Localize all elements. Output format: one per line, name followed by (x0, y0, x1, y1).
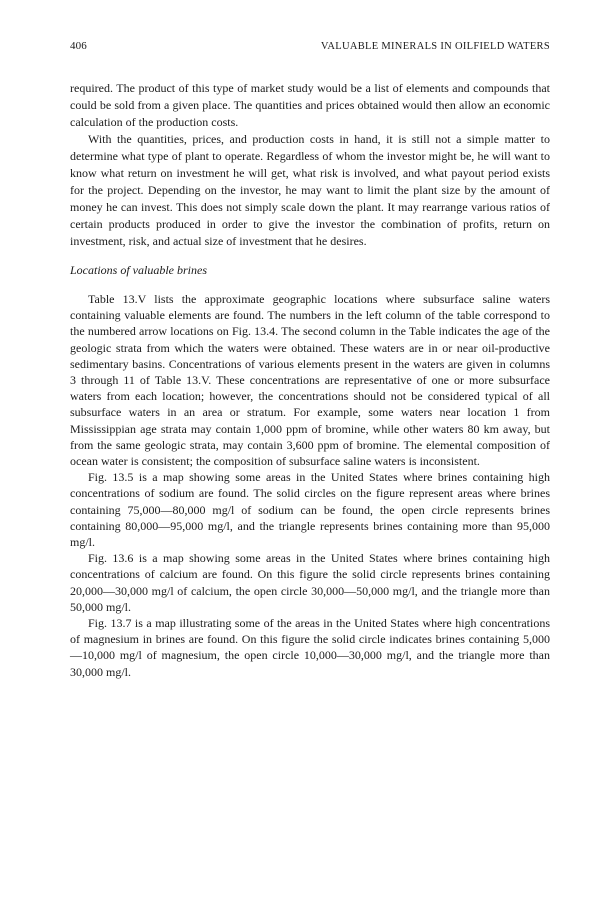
paragraph: Fig. 13.6 is a map showing some areas in the United States where brines containing high concentrations of calcium are found. On this figure the solid circle represents brines containing 20,000—30,000 mg/l of calcium, the open circle 30,000—50,000 mg/l, and the triangle more than 50,000 mg/l. (70, 551, 550, 614)
paragraph: Fig. 13.5 is a map showing some areas in the United States where brines containing high concentrations of sodium are found. The solid circles on the figure represent areas where brines containing 75,000—80,000 mg/l of sodium can be found, the open circle represents brines containing 80,000—95,000 mg/l, and the triangle represents brines containing more than 95,000 mg/l. (70, 470, 550, 550)
body-text-bottom (70, 291, 550, 680)
section-heading: Locations of valuable brines (70, 263, 207, 277)
paragraph: Table 13.V lists the approximate geographic locations where subsurface saline waters containing valuable elements are found. The numbers in the left column of the table correspond to the numbered arrow locations on Fig. 13.4. The second column in the Table indicates the age of the geologic strata from which the waters were obtained. These waters are in or near oil-productive sedimentary basins. Concentrations of various elements present in the waters are given in columns 3 through 11 of Table 13.V. These concentrations are representative of one or more subsurface waters from each location; however, the concentrations should not be considered typical of all subsurface waters in an area or stratum. For example, some waters near location 1 from Mississippian age strata may contain 1,000 ppm of bromine, while other waters 80 km away, but from the same geologic strata, may contain 3,600 ppm of bromine. The elemental composition of ocean water is consistent; the composition of subsurface saline waters is inconsistent. (70, 292, 550, 469)
page-number: 406 (70, 40, 87, 52)
paragraph: With the quantities, prices, and production costs in hand, it is still not a simple matter to determine what type of plant to operate. Regardless of whom the investor might be, he will want to know what return on investment he will get, what risk is involved, and what payout period exists for the project. Depending on the investor, he may want to limit the plant size by the amount of money he can invest. This does not simply scale down the plant. It may rearrange various ratios of certain products produced in order to give the investor the combination of profits, return on investment, risk, and actual size of investment that he desires. (70, 132, 550, 248)
paragraph: Fig. 13.7 is a map illustrating some of the areas in the United States where high concentrations of magnesium in brines are found. On this figure the solid circle indicates brines containing 5,000—10,000 mg/l of magnesium, the open circle 10,000—30,000 mg/l, and the triangle more than 30,000 mg/l. (70, 616, 550, 679)
running-title: VALUABLE MINERALS IN OILFIELD WATERS (320, 41, 550, 52)
body-text-top (70, 80, 550, 250)
paragraph: required. The product of this type of market study would be a list of elements and compounds that could be sold from a given place. The quantities and prices obtained would then allow an economic calculation of the production costs. (70, 81, 550, 129)
running-header (70, 40, 550, 52)
book-page (70, 40, 550, 680)
